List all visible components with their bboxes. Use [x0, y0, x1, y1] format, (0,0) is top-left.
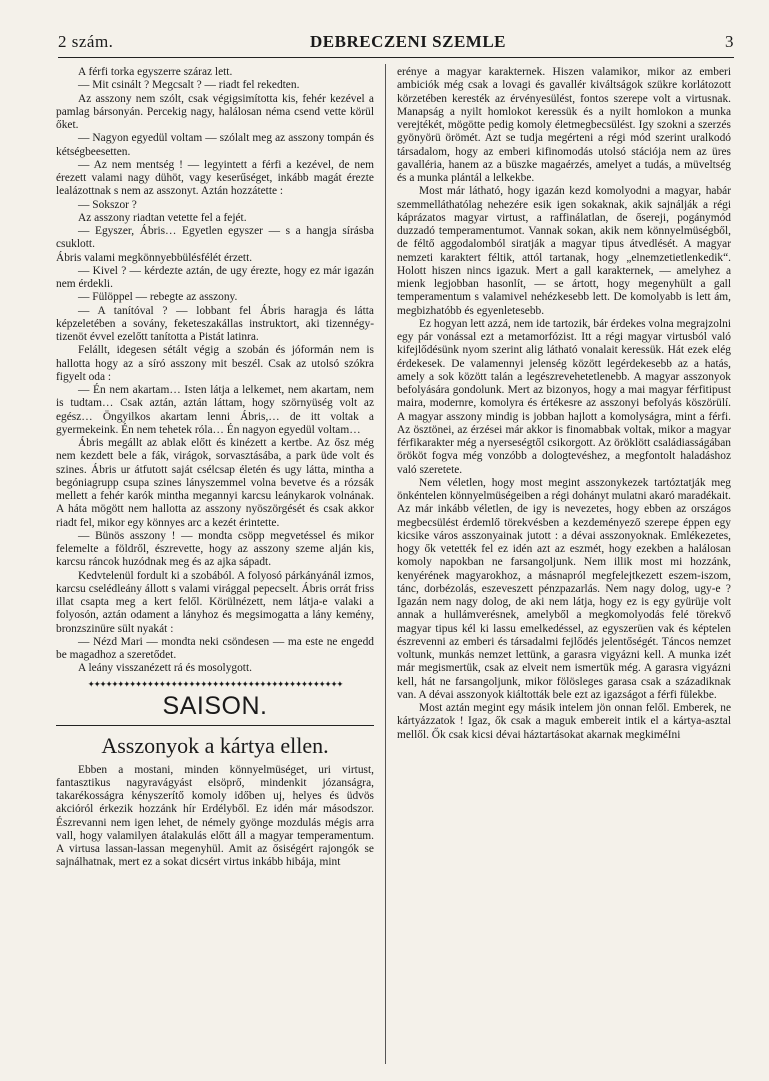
story-paragraph: — Egyszer, Ábris… Egyetlen egyszer — s a hangja sírásba csuklott.: [56, 225, 374, 251]
article-paragraph: Most már látható, hogy igazán kezd komolyodni a magyar, habár szemmelláthatólag nehezére esik igen sokaknak, akik sajnálják a régi káprázatos magyar virtust, a raffinálatlan, de ősereji, pogánymód duzzadó temperamentumot. Vannak sokan, akik nem könnyelmüségből, de féltő aggodalomból siratják a magyar tipus átvedlését. A magyar nemzeti karaktert féltik, attól tartanak, hogy „elnemzetietlenkedik“. Holott hiszen nincs igazuk. Mert a gall karakternek, — amelyhez a mienk legjobban hasonlít, — se ártott, hogy megenyhült a gall temperamentum s valamivel nehézkesebb lett. De komolyabb is lett ám, megbizhatóbb és egyenletesebb.: [397, 185, 731, 317]
article-paragraph: Nem véletlen, hogy most megint asszonykezek tartóztatják meg önkéntelen könnyelmüségeiben a régi dohányt mulatni akaró maradékait. Az már inkább véletlen, de igy is nevezetes, hogy ebben az országos megbecsülést érdemlő törekvésben a kezdeményező szerepe éppen egy kicsike város asszonyainak jutott : a dévai asszonyoknak. Emlékezetes, hogy ők vetették fel ez idén azt az eszmét, hogy ezekben a halálosan komoly napokban ne farsangoljunk. Nem illik most mi hozzánk, kenyérének magyarokhoz, a másnapról megfelejtkezett eszem-iszom, tánc, dorbézolás, eszeveszett pénzpazarlás. Nem nagy dolog, ugy-e ? Igazán nem nagy dolog, de aki nem látja, hogy ez is egy gyürüje volt annak a hullámverésnek, amelyből a megkomolyodás felé törekvő magyar tipus kél ki lassu emelkedéssel, az egyszerüen vak és képtelen észrevenni az emberi és társadalmi fejlődés jelentőségét. Táncos nemzet voltunk, munkás nemzet lettünk, a garasra vigyázni kell. A munka izét már megismertük, csak az elveit nem ismertük még. A garasra vigyázni kell, hát ne farsangoljunk, mikor fölösleges garasa csak a századiknak van. A dévai asszonyok kiáltották bele ezt az igazságot a férfi fülekbe.: [397, 476, 732, 701]
story-paragraph: — Nagyon egyedül voltam — szólalt meg az asszony tompán és kétségbeesetten.: [56, 132, 374, 158]
article-paragraph: Ebben a mostani, minden könnyelmüséget, uri virtust, fantasztikus nagyravágyást elsöprő, mindenkit józanságra, takarékosságra kényszerítő komoly időben uj, helyes és üdvös akcióról érkezik hozzánk hír Erdélyből. Ez idén már másodszor. Észrevanni nem igen lehet, de némely gyönge mozdulás mégis arra vall, hogy valamilyen átalakulás előtt áll a magyar temperamentum. A virtusa lassan-lassan megenyhül. Amit az ősiségért rajongók se sajnálhatnak, mert ez a sokat dicsért virtus inkább hibája, mint: [56, 763, 374, 869]
left-column: [56, 66, 374, 870]
page-number: 3: [725, 32, 734, 51]
story-text: [56, 66, 374, 676]
article-title: Asszonyok a kártya ellen.: [101, 732, 329, 758]
header-rule: [58, 57, 734, 58]
issue-number: 2 szám.: [58, 32, 114, 51]
ornamental-divider: ✦✦✦✦✦✦✦✦✦✦✦✦✦✦✦✦✦✦✦✦✦✦✦✦✦✦✦✦✦✦✦✦✦✦✦✦✦✦✦✦✦✦✦: [87, 678, 343, 689]
story-paragraph: — Fülöppel — rebegte az asszony.: [78, 291, 238, 304]
column-divider: [385, 64, 386, 1064]
story-paragraph: — Mit csinált ? Megcsalt ? — riadt fel rekedten.: [78, 79, 300, 92]
story-paragraph: Ábris megállt az ablak előtt és kinézett a kertbe. Az ősz még nem kezdett bele a fák, virágok, sorvasztásába, a park üde volt és szines. Ábris ur átfutott saját csélcsap életén és ugy látta, mintha a begóniagrupp csupa szines lányszemmel volna bevetve és a rózsák mellett a fehér karók mintha megannyi karcsu leánykarok volnának. A háta mögött nem hallotta az asszony nyöszörgését és csak akkor riadt fel, mikor egy könnyes arc a kezét érintette.: [56, 437, 374, 529]
story-paragraph: — Sokszor ?: [78, 198, 137, 211]
story-paragraph: A leány visszanézett rá és mosolygott.: [78, 662, 252, 675]
newspaper-title: DEBRECZENI SZEMLE: [310, 32, 507, 51]
section-rule: [56, 725, 374, 726]
story-paragraph: — A tanítóval ? — lobbant fel Ábris haragja és látta képzeletében a sovány, feketeszakállas instruktort, aki tizennégy-tizenöt évvel ezelőtt tanította a Pistát latinra.: [56, 304, 374, 343]
story-paragraph: Az asszony riadtan vetette fel a fejét.: [78, 211, 247, 224]
article-paragraph: Most aztán megint egy másik intelem jön onnan felől. Emberek, ne kártyázzatok ! Igaz, ők csak a maguk embereit intik el a kártya-asztal mellől. Ők csak kicsi dévai háztartásokat akarnak megkiméIni: [397, 702, 731, 741]
story-paragraph: — Kivel ? — kérdezte aztán, de ugy érezte, hogy ez már igazán nem érdekli.: [56, 264, 374, 290]
story-paragraph: — Bünös asszony ! — mondta csöpp megvetéssel és mikor felemelte a földről, észrevette, hogy az asszony szeme alján kis, karcsu ráncok huzódnak meg és az ajka sápadt.: [56, 529, 374, 569]
story-paragraph: A férfi torka egyszerre száraz lett.: [78, 66, 233, 78]
article-text: [56, 764, 374, 870]
story-paragraph: Kedvtelenül fordult ki a szobából. A folyosó párkányánál izmos, karcsu cselédleány állott s valami virággal pepecselt. Ábris orrát friss illat csapta meg a kert felől. Körülnézett, nem látja-e valaki a folyosón, aztán odament a lányhoz és megsimogatta a lány kemény, bronzszinüre sült nyakát :: [56, 569, 374, 635]
story-paragraph: — Én nem akartam… Isten látja a lelkemet, nem akartam, nem is tudtam… Csak aztán, aztán láttam, hogy szörnyüség volt az egész… Öngyilkos akartam lenni Ábris,… de itt voltak a gyermekeink. Én nem tehetek róla… Én nagyon egyedül voltam…: [56, 384, 374, 436]
right-column: [397, 66, 731, 742]
story-paragraph: Ábris valami megkönnyebbülésfélét érzett.: [56, 251, 253, 264]
story-paragraph: — Az nem mentség ! — legyintett a férfi a kezével, de nem érezett valami nagy dühöt, vagy keserűséget, inkább magát érezte lealázottnak s nem az asszonyt. Aztán hozzátette :: [56, 158, 374, 198]
article-paragraph: Ez hogyan lett azzá, nem ide tartozik, bár érdekes volna megrajzolni egy pár vonással ezt a metamorfózist. Itt a régi magyar virtusból való kifejlődésünk nyom szerint alig látható vonalait keressük. Hát ezek elég érdekesek. De valamennyi jelenség között legérdekesebb az a hatás, amely a sok között talán a legészrevehetetlenebb. A magyar asszonyok befolyására gondolunk. Mert az bizonyos, hogy a mai magyar férfitipust maira, modernre, komolyra és értékesre az asszonyi befolyás köszörülí. A magyar asszony mindig is jobban hajlott a komolyságra, mint a férfi. Az ösztönei, az érzései már akkor is finomabbak voltak, mikor a magyar férfikarakter még a nyerseségtől csikorgott. Az öröklött családiasságában örököt fogva még vonzóbb a dologtevéshez, a megfontolt haladáshoz való szeretete.: [397, 317, 731, 476]
page-header: [58, 32, 734, 52]
story-paragraph: Felállt, idegesen sétált végig a szobán és jóformán nem is hallotta hogy az a síró asszony mit beszél. Csak az utolsó szókra figyelt oda :: [56, 344, 374, 383]
story-paragraph: — Nézd Mari — mondta neki csöndesen — ma este ne engedd be magadhoz a szeretődet.: [56, 635, 374, 661]
article-paragraph: erénye a magyar karakternek. Hiszen valamikor, mikor az emberi ambiciók még csak a lovagi és gavallér kiváltságok szükre korlátozott körzetében keresték az érvényesülést, fontos szerepe volt a virtusnak. Manapság a nyilt homlokot keressük és a nyilt homlokon a munka verejtékét, mögötte pedig komoly életmegbecsülést. Igy szokni a szerzés gyönyörü örömét. Azt se tudja megérteni a régi mód szerint uralkodó társadalom, hogy az emberi kifinomodás utolsó stációja nem az üres gavalléria, hanem az a büszke magaérzés, amelyet a tudás, a müveltség és a munka plántál a lelkekbe.: [397, 66, 731, 184]
story-paragraph: Az asszony nem szólt, csak végigsimította kis, fehér kezével a pamlag bársonyán. Percekig nagy, halálosan néma csend vette körül őket.: [56, 92, 374, 131]
section-heading: SAISON.: [162, 691, 268, 720]
